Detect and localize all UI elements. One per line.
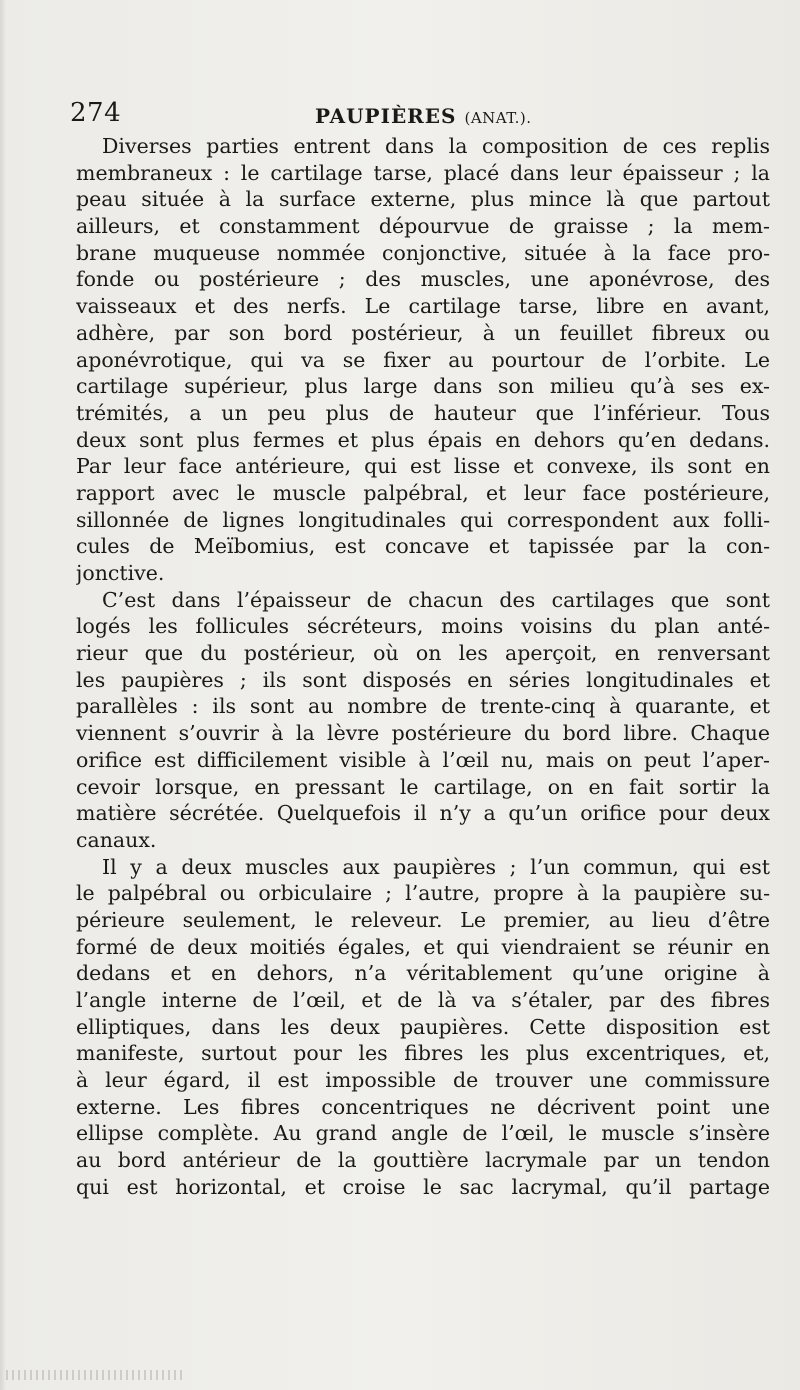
body-text (76, 133, 770, 1201)
text-line: les paupières ; ils sont disposés en séries longitudinales et (76, 667, 770, 692)
text-line: manifeste, surtout pour les fibres les plus excentriques, et, (76, 1041, 770, 1066)
text-line: dedans et en dehors, n’a véritablement qu’une origine à (76, 961, 770, 986)
text-line: vaisseaux et des nerfs. Le cartilage tarse, libre en avant, (76, 294, 770, 319)
running-head (315, 104, 531, 128)
text-line: Diverses parties entrent dans la composition de ces replis (102, 134, 770, 158)
running-head-section: (ANAT.). (464, 109, 532, 127)
text-line: à leur égard, il est impossible de trouver une commissure (76, 1068, 770, 1093)
text-line: jonctive. (76, 561, 165, 585)
text-line: rapport avec le muscle palpébral, et leur face postérieure, (76, 480, 770, 505)
text-line: elliptiques, dans les deux paupières. Cette disposition est (76, 1014, 770, 1039)
text-line: cules de Meïbomius, est concave et tapissée par la con- (76, 534, 770, 559)
scan-edge-mark (6, 1370, 186, 1380)
page-gutter-shadow (0, 0, 6, 1390)
text-line: ailleurs, et constamment dépourvue de graisse ; la mem- (76, 214, 770, 239)
text-line: fonde ou postérieure ; des muscles, une aponévrose, des (76, 267, 770, 292)
text-line: trémités, a un peu plus de hauteur que l’inférieur. Tous (76, 400, 770, 425)
text-line: Il y a deux muscles aux paupières ; l’un commun, qui est (102, 854, 770, 879)
text-line: au bord antérieur de la gouttière lacrymale par un tendon (76, 1148, 770, 1173)
text-line: orifice est difficilement visible à l’œil nu, mais on peut l’aper- (76, 747, 770, 772)
text-line: viennent s’ouvrir à la lèvre postérieure du bord libre. Chaque (76, 721, 770, 746)
text-line: périeure seulement, le releveur. Le premier, au lieu d’être (76, 907, 770, 932)
text-line: le palpébral ou orbiculaire ; l’autre, propre à la paupière su- (76, 881, 770, 906)
running-head-title: PAUPIÈRES (315, 104, 457, 128)
text-line: Par leur face antérieure, qui est lisse et convexe, ils sont en (76, 454, 770, 479)
paragraph-2 (76, 587, 770, 854)
paragraph-3 (76, 854, 770, 1201)
text-line: brane muqueuse nommée conjonctive, située à la face pro- (76, 240, 770, 265)
text-line: adhère, par son bord postérieur, à un feuillet fibreux ou (76, 320, 770, 345)
text-line: peau située à la surface externe, plus mince là que partout (76, 187, 770, 212)
text-line: formé de deux moitiés égales, et qui viendraient se réunir en (76, 934, 770, 959)
text-line: aponévrotique, qui va se fixer au pourtour de l’orbite. Le (76, 347, 770, 372)
text-line: canaux. (76, 827, 157, 852)
text-line: C’est dans l’épaisseur de chacun des cartilages que sont (102, 587, 770, 612)
text-line: sillonnée de lignes longitudinales qui correspondent aux folli- (76, 507, 770, 532)
text-line: matière sécrétée. Quelquefois il n’y a qu’un orifice pour deux (76, 801, 770, 826)
text-line: deux sont plus fermes et plus épais en dehors qu’en dedans. (76, 427, 770, 452)
text-line: rieur que du postérieur, où on les aperçoit, en renversant (76, 641, 770, 666)
text-line: qui est horizontal, et croise le sac lacrymal, qu’il partage (76, 1174, 770, 1199)
text-line: logés les follicules sécréteurs, moins voisins du plan anté- (76, 614, 770, 639)
text-line: cartilage supérieur, plus large dans son milieu qu’à ses ex- (76, 374, 770, 399)
text-line: membraneux : le cartilage tarse, placé dans leur épaisseur ; la (76, 160, 770, 185)
text-line: externe. Les fibres concentriques ne décrivent point une (76, 1094, 770, 1119)
text-line: ellipse complète. Au grand angle de l’œil, le muscle s’insère (76, 1121, 770, 1146)
text-line: parallèles : ils sont au nombre de trente-cinq à quarante, et (76, 694, 770, 719)
page-number: 274 (70, 98, 122, 128)
page-header (70, 98, 770, 132)
paragraph-1 (76, 133, 770, 587)
text-line: cevoir lorsque, en pressant le cartilage, on en fait sortir la (76, 774, 770, 799)
text-line: l’angle interne de l’œil, et de là va s’étaler, par des fibres (76, 988, 770, 1012)
